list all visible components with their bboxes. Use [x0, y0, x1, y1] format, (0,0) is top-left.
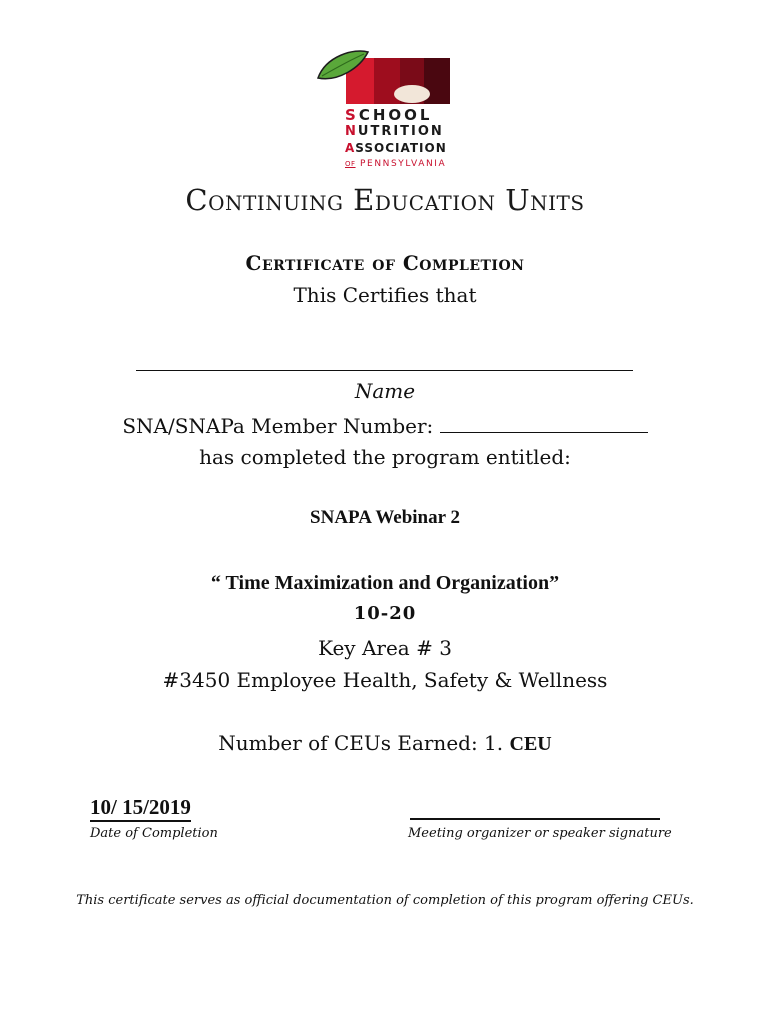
name-blank-line [136, 352, 633, 371]
certifies-text: This Certifies that [293, 283, 477, 307]
logo-text-school: SCHOOL [345, 106, 433, 124]
date-label: Date of Completion [90, 826, 218, 841]
program-name: SNAPA Webinar 2 [310, 507, 460, 528]
page-title: Continuing Education Units [185, 183, 585, 217]
signature-label: Meeting organizer or speaker signature [408, 826, 672, 841]
topic-code: #3450 Employee Health, Safety & Wellness [162, 668, 608, 692]
footer-note: This certificate serves as official documentation of completion of this program offering CEUs. [76, 893, 694, 908]
completion-date: 10/ 15/2019 [90, 794, 191, 822]
session-title: “ Time Maximization and Organization” [210, 572, 560, 594]
completed-text: has completed the program entitled: [199, 445, 571, 469]
member-number-label: SNA/SNAPa Member Number: [122, 414, 434, 438]
logo-text-pennsylvania: OF PENNSYLVANIA [345, 159, 447, 169]
ceu-label: Number of CEUs Earned: 1. [218, 731, 504, 755]
sna-pa-logo [316, 46, 456, 172]
logo-text-association: ASSOCIATION [345, 141, 447, 155]
name-label: Name [354, 379, 416, 403]
member-number-row [0, 412, 770, 438]
apple-leaf-icon [316, 46, 456, 106]
signature-line [410, 800, 660, 820]
session-code: 10-20 [353, 603, 417, 624]
logo-text-nutrition: NUTRITION [345, 124, 444, 139]
certificate-subtitle: Certificate of Completion [245, 251, 525, 275]
ceu-unit: CEU [509, 733, 552, 755]
ceu-row [0, 731, 770, 756]
member-number-blank [440, 412, 648, 433]
key-area: Key Area # 3 [318, 636, 452, 660]
